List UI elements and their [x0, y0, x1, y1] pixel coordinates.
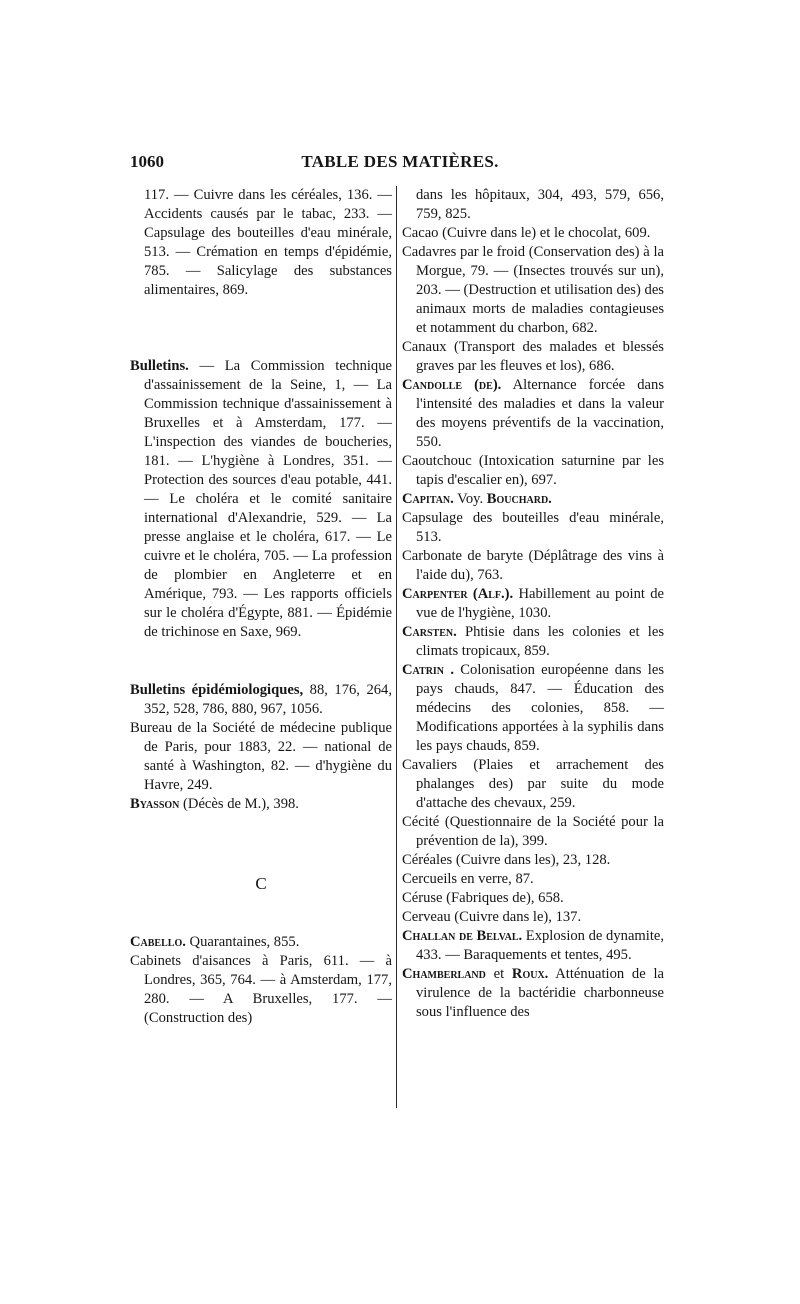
author-name: Catrin . — [402, 662, 454, 678]
entry-ceruse: Céruse (Fabriques de), 658. — [402, 890, 564, 906]
entry-bulletins-epidemiologiques — [130, 681, 392, 719]
entry-text: Alternance forcée dans l'intensité des maladies et dans la valeur des moyens préventifs de la vaccination, 550. — [416, 377, 664, 450]
entry-text: (Décès de M.), 398. — [179, 796, 299, 812]
right-column — [402, 186, 664, 1022]
entry-cabello — [130, 933, 392, 952]
entry-cadavres: Cadavres par le froid (Conservation des) à la Morgue, 79. — (Insectes trouvés sur un), 203. — (Destruction et utilisation des) des animaux morts de maladies contagieuses et notamment du charbon, 682. — [402, 244, 664, 336]
entry-continuation: dans les hôpitaux, 304, 493, 579, 656, 759, 825. — [416, 187, 664, 222]
entry-canaux: Canaux (Transport des malades et blessés graves par les fleuves et los), 686. — [402, 339, 664, 374]
entry-carsten — [402, 623, 664, 661]
author-name: Byasson — [130, 796, 180, 812]
author-name: Candolle (de). — [402, 377, 502, 393]
entry-candolle — [402, 376, 664, 452]
author-name: Capitan. — [402, 491, 454, 507]
entry-head: Bulletins. — [130, 358, 189, 374]
author-name: Cabello. — [130, 934, 186, 950]
entry-continuation: 117. — Cuivre dans les céréales, 136. — Accidents causés par le tabac, 233. — Capsulage des bouteilles d'eau minérale, 513. — Crémation en temps d'épidémie, 785. — Salicylage des substances alimentaires, 869. — [144, 187, 392, 298]
left-column — [130, 186, 392, 1028]
entry-capitan — [402, 490, 664, 509]
entry-bureau: Bureau de la Société de médecine publique de Paris, pour 1883, 22. — national de santé à Washington, 82. — d'hygiène du Havre, 249. — [130, 720, 392, 793]
author-name: Challan de Belval. — [402, 928, 523, 944]
page-header — [130, 152, 670, 178]
entry-challan — [402, 927, 664, 965]
entry-carpenter — [402, 585, 664, 623]
author-name: Chamberland — [402, 966, 486, 982]
cross-reference: Bouchard. — [486, 491, 552, 507]
entry-byasson — [130, 795, 392, 814]
entry-text: Voy. — [453, 491, 487, 507]
entry-text: et — [485, 966, 512, 982]
entry-cavaliers: Cavaliers (Plaies et arrachement des phalanges des) par suite du mode d'attache des chevaux, 259. — [402, 757, 664, 811]
entry-cereales: Céréales (Cuivre dans les), 23, 128. — [402, 852, 611, 868]
author-name: Carsten. — [402, 624, 457, 640]
entry-text: Atténuation de la virulence de la bactéridie charbonneuse sous l'influence des — [416, 966, 664, 1020]
entry-head: Bulletins épidémiologiques, — [130, 682, 304, 698]
entry-text: Explosion de dynamite, 433. — Baraquements et tentes, 495. — [416, 928, 665, 963]
entry-cacao: Cacao (Cuivre dans le) et le chocolat, 609. — [402, 225, 651, 241]
entry-text: Habillement au point de vue de l'hygiène, 1030. — [416, 586, 664, 621]
section-letter: C — [255, 874, 267, 893]
entry-cabinets: Cabinets d'aisances à Paris, 611. — à Londres, 365, 764. — à Amsterdam, 177, 280. — A Bruxelles, 177. — (Construction des) — [130, 953, 392, 1026]
entry-text: 88, 176, 264, 352, 528, 786, 880, 967, 1056. — [144, 682, 392, 717]
entry-cerveau: Cerveau (Cuivre dans le), 137. — [402, 909, 582, 925]
entry-capsulage: Capsulage des bouteilles d'eau minérale, 513. — [402, 510, 664, 545]
entry-caoutchouc: Caoutchouc (Intoxication saturnine par les tapis d'escalier en), 697. — [402, 453, 664, 488]
entry-bulletins — [130, 357, 392, 642]
entry-carbonate: Carbonate de baryte (Déplâtrage des vins à l'aide du), 763. — [402, 548, 664, 583]
entry-catrin — [402, 661, 664, 756]
entry-text: — La Commission technique d'assainissement de la Seine, 1, — La Commission technique d'assainissement à Bruxelles et à Amsterdam, 177. — L'inspection des viandes de boucheries, 181. — L'hygiène à Londres, 351. — Protection des sources d'eau potable, 441. — Le choléra et le comité sanitaire international d'Alexandrie, 529. — La presse anglaise et le choléra, 617. — Le cuivre et le choléra, 705. — La profession de plombier en Angleterre et en Amérique, 793. — Les rapports officiels sur le choléra d'Égypte, 881. — Épidémie de trichinose en Saxe, 969. — [144, 358, 392, 640]
page-number: 1060 — [130, 152, 164, 171]
column-divider — [396, 186, 397, 1108]
entry-cercueils: Cercueils en verre, 87. — [402, 871, 534, 887]
running-title: TABLE DES MATIÈRES. — [301, 152, 499, 171]
entry-cecite: Cécité (Questionnaire de la Société pour la prévention de la), 399. — [402, 814, 664, 849]
entry-text: Quarantaines, 855. — [185, 934, 300, 950]
author-name: Carpenter (Alf.). — [402, 586, 514, 602]
author-name: Roux. — [511, 966, 549, 982]
entry-chamberland — [402, 965, 664, 1022]
entry-text: Colonisation européenne dans les pays chauds, 847. — Éducation des médecins des colonies, 858. — Modifications apportées à la syphilis dans les pays chauds, 859. — [416, 662, 664, 754]
entry-text: Phtisie dans les colonies et les climats tropicaux, 859. — [416, 624, 664, 659]
